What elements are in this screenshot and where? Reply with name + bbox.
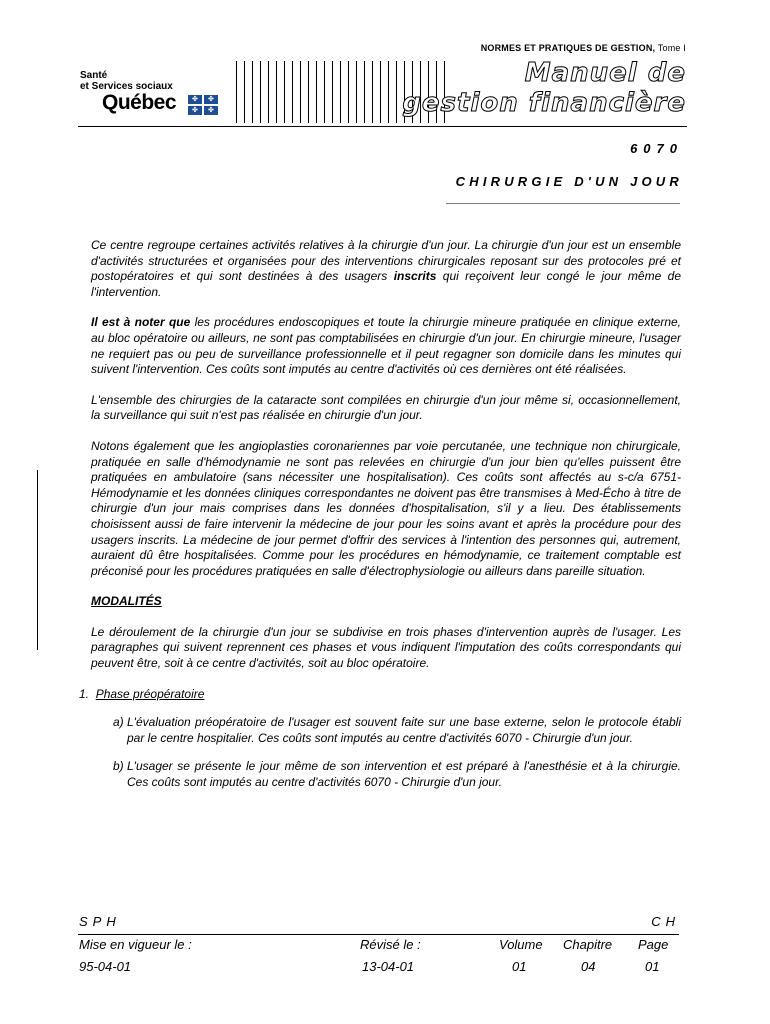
emphasis-note: Il est à noter que (91, 315, 191, 330)
page-number: 01 (645, 959, 660, 974)
paragraph-phases: Le déroulement de la chirurgie d'un jour se subdivise en trois phases d'intervention auprès de l'usager. Les paragraphes qui suivent reprennent ces phases et vous indiquent l'imputation des coûts correspondants qui peuvent être, soit à ce centre d'activités, soit au bloc opératoire. (91, 624, 681, 671)
section-title: CHIRURGIE D'UN JOUR (455, 174, 683, 189)
series-tome: Tome I (655, 43, 686, 53)
manual-title-line-2: gestion financière (402, 88, 686, 118)
volume-number: 01 (512, 959, 527, 974)
barcode-stripe (380, 61, 381, 123)
quebec-logo (80, 70, 220, 118)
barcode-stripe (388, 61, 389, 123)
paragraph-note (91, 315, 681, 377)
paragraph-definition (91, 238, 681, 300)
revised-date-label: Révisé le : (360, 937, 421, 952)
barcode-stripe (236, 61, 237, 123)
barcode-stripe (260, 61, 261, 123)
list-item-phase-preoperatoire (79, 687, 681, 703)
barcode-stripe (284, 61, 285, 123)
revision-bar (37, 470, 38, 650)
barcode-stripe (292, 61, 293, 123)
logo-line-3: Québec (102, 91, 177, 114)
footer-right-code: CH (651, 914, 680, 929)
footer-rule (78, 934, 679, 935)
sub-item-marker: a) (113, 715, 124, 730)
list-label: Phase préopératoire (95, 686, 205, 701)
barcode-stripe (356, 61, 357, 123)
logo-line-2: et Services sociaux (80, 81, 173, 92)
barcode-stripe (252, 61, 253, 123)
paragraph-angioplasty: Notons également que les angioplasties coronariennes par voie percutanée, une technique non chirurgicale, pratiquée en salle d'hémodynamie ne sont pas relevées en chirurgie d'un jour bien qu'elles puissent être pratiquées en ambulatoire (sans nécessiter une hospitalisation). Ces coûts sont affectés au s-c/a 6751-Hémodynamie et les données cliniques correspondantes ne doivent pas être transmises à Med-Écho à titre de chirurgie d'un jour mais comprises dans les données d'hospitalisation, s'il y a lieu. Des établissements choisissent aussi de faire intervenir la médecine de jour pour les soins avant et après la procédure pour des usagers inscrits. La médecine de jour permet d'offrir des services à l'intention des personnes qui, autrement, auraient dû être hospitalisées. Comme pour les procédures en hémodynamie, ce traitement comptable est préconisé pour les procédures pratiquées en salle d'électrophysiologie ou ailleurs dans pareille situation. (91, 438, 681, 578)
footer-left-code: SPH (79, 914, 121, 929)
barcode-stripe (364, 61, 365, 123)
volume-label: Volume (499, 937, 543, 952)
logo-line-1: Santé (80, 70, 108, 81)
barcode-stripe (268, 61, 269, 123)
barcode-stripe (308, 61, 309, 123)
paragraph-text: qui reçoivent leur congé le jour même de l'intervention. (91, 269, 681, 299)
page-label: Page (638, 937, 669, 952)
effective-date-label: Mise en vigueur le : (79, 937, 192, 952)
fleurdelise-flag-icon: ✤ ✤ ✤ ✤ (188, 95, 218, 115)
barcode-stripe (316, 61, 317, 123)
sub-item-a (91, 715, 681, 746)
effective-date: 95-04-01 (79, 959, 132, 974)
manual-title (402, 58, 686, 118)
sub-item-text: L'usager se présente le jour même de son intervention et est préparé à l'anesthésie et à la chirurgie. Ces coûts sont imputés au centre d'activités 6070 - Chirurgie d'un jour. (127, 759, 681, 790)
emphasis-inscrits: inscrits (393, 269, 437, 284)
barcode-stripe (332, 61, 333, 123)
paragraph-text: les procédures endoscopiques et toute la chirurgie mineure pratiquée en clinique externe, au bloc opératoire ou ailleurs, ne sont pas comptabilisées en chirurgie d'un jour. En chirurgie mineure, l'usager ne requiert pas ou peu de surveillance professionnelle et il peut regagner son domicile dans les minutes qui suivent l'intervention. Ces coûts sont imputés au centre d'activités où ces dernières ont été réalisées. (91, 315, 681, 377)
sub-item-b (91, 759, 681, 790)
chapter-label: Chapitre (563, 937, 613, 952)
barcode-stripe (324, 61, 325, 123)
paragraph-cataract: L'ensemble des chirurgies de la cataracte sont compilées en chirurgie d'un jour même si, occasionnellement, la surveillance qui suit n'est pas réalisée en chirurgie d'un jour. (91, 392, 681, 423)
barcode-stripe (348, 61, 349, 123)
paragraph-text: Ce centre regroupe certaines activités relatives à la chirurgie d'un jour. La chirurgie d'un jour est un ensemble d'activités structurées et organisées pour des interventions chirurgicales reposant sur des protocoles pré et postopératoires et qui sont destinées à des usagers (91, 238, 681, 284)
barcode-stripe (396, 61, 397, 123)
barcode-stripe (300, 61, 301, 123)
heading-modalites: MODALITÉS (91, 594, 162, 609)
barcode-stripe (372, 61, 373, 123)
series-name: NORMES ET PRATIQUES DE GESTION, (480, 43, 656, 53)
barcode-stripe (244, 61, 245, 123)
header-rule (78, 126, 687, 127)
chapter-number: 04 (581, 959, 596, 974)
barcode-stripe (340, 61, 341, 123)
barcode-stripe (276, 61, 277, 123)
section-title-underline (446, 203, 680, 204)
list-number: 1. (79, 686, 90, 701)
sub-item-marker: b) (113, 759, 124, 774)
sub-item-text: L'évaluation préopératoire de l'usager est souvent faite sur une base externe, selon le protocole établi par le centre hospitalier. Ces coûts sont imputés au centre d'activités 6070 - Chirurgie d'un jour. (127, 715, 681, 745)
series-title (481, 43, 686, 53)
document-body (79, 238, 681, 804)
section-code: 6070 (630, 141, 683, 156)
manual-title-line-1: Manuel de (524, 58, 686, 88)
revised-date: 13-04-01 (362, 959, 415, 974)
